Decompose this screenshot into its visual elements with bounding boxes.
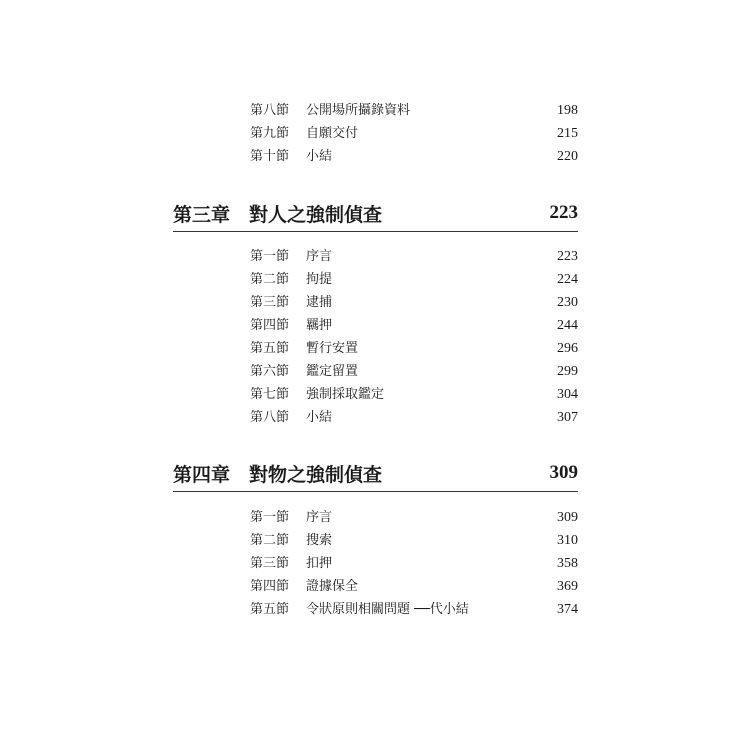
toc-entry[interactable]: [250, 530, 578, 552]
section-number: 第二節: [250, 272, 290, 287]
page-number: 310: [557, 533, 578, 548]
page-number: 215: [557, 126, 578, 141]
page-number: 244: [557, 318, 578, 333]
section-number: 第九節: [250, 126, 290, 141]
toc-entry[interactable]: [250, 407, 578, 429]
chapter-divider: [173, 491, 578, 492]
toc-entry[interactable]: [250, 576, 578, 598]
section-title: 小結: [306, 410, 333, 425]
toc-entry[interactable]: [250, 361, 578, 383]
section-number: 第五節: [250, 341, 290, 356]
chapter-divider: [173, 231, 578, 232]
section-title: 扣押: [306, 556, 333, 571]
page-number: 358: [557, 556, 578, 571]
page-number: 223: [557, 249, 578, 264]
section-title: 拘提: [306, 272, 333, 287]
page-number: 374: [557, 602, 578, 617]
page-number: 224: [557, 272, 578, 287]
page-number: 369: [557, 579, 578, 594]
chapter-title: 對物之強制偵查: [249, 463, 383, 486]
section-title: 搜索: [306, 533, 333, 548]
chapter-number: 第四章: [173, 463, 231, 486]
chapter-title: 對人之強制偵查: [249, 203, 383, 226]
toc-entry[interactable]: [250, 269, 578, 291]
chapter-heading[interactable]: [173, 197, 578, 235]
toc-entry[interactable]: [250, 599, 578, 621]
section-title: 令狀原則相關問題 ──代小結: [306, 602, 469, 617]
section-number: 第七節: [250, 387, 290, 402]
section-number: 第六節: [250, 364, 290, 379]
page-number: 296: [557, 341, 578, 356]
toc-entry[interactable]: [250, 123, 578, 145]
toc-entry[interactable]: [250, 100, 578, 122]
section-number: 第十節: [250, 149, 290, 164]
section-number: 第八節: [250, 103, 290, 118]
section-number: 第一節: [250, 510, 290, 525]
toc-entry[interactable]: [250, 507, 578, 529]
page-number: 304: [557, 387, 578, 402]
page-number: 220: [557, 149, 578, 164]
section-number: 第一節: [250, 249, 290, 264]
section-title: 逮捕: [306, 295, 333, 310]
section-title: 公開場所攝錄資料: [306, 103, 411, 118]
section-number: 第四節: [250, 579, 290, 594]
chapter-page-number: 223: [549, 202, 578, 223]
section-title: 小結: [306, 149, 333, 164]
section-title: 強制採取鑑定: [306, 387, 385, 402]
section-number: 第三節: [250, 556, 290, 571]
toc-entry[interactable]: [250, 553, 578, 575]
toc-entry[interactable]: [250, 338, 578, 360]
page-number: 299: [557, 364, 578, 379]
toc-entry[interactable]: [250, 315, 578, 337]
section-title: 羈押: [306, 318, 333, 333]
section-number: 第四節: [250, 318, 290, 333]
page-number: 309: [557, 510, 578, 525]
toc-entry[interactable]: [250, 292, 578, 314]
page-number: 307: [557, 410, 578, 425]
section-title: 暫行安置: [306, 341, 359, 356]
chapter-heading[interactable]: [173, 457, 578, 495]
section-number: 第二節: [250, 533, 290, 548]
section-number: 第五節: [250, 602, 290, 617]
section-number: 第三節: [250, 295, 290, 310]
section-title: 證據保全: [306, 579, 359, 594]
section-number: 第八節: [250, 410, 290, 425]
section-title: 序言: [306, 249, 333, 264]
chapter-number: 第三章: [173, 203, 231, 226]
toc-entry[interactable]: [250, 384, 578, 406]
section-title: 自願交付: [306, 126, 359, 141]
page-number: 198: [557, 103, 578, 118]
toc-entry[interactable]: [250, 146, 578, 168]
page-number: 230: [557, 295, 578, 310]
section-title: 鑑定留置: [306, 364, 359, 379]
chapter-page-number: 309: [549, 462, 578, 483]
section-title: 序言: [306, 510, 333, 525]
toc-entry[interactable]: [250, 246, 578, 268]
